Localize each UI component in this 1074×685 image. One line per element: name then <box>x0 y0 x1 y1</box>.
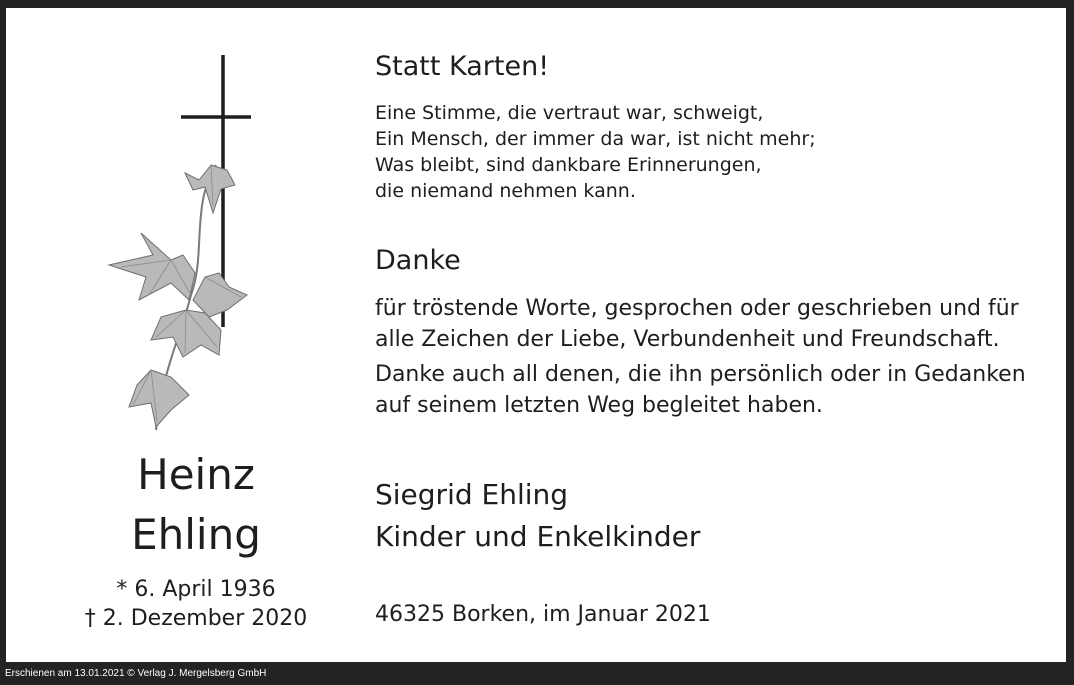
thanks-line: auf seinem letzten Weg begleitet haben. <box>375 393 823 418</box>
thanks-line: alle Zeichen der Liebe, Verbundenheit und Freundschaft. <box>375 327 1000 352</box>
thanks-title: Danke <box>375 245 461 276</box>
verse-line: Was bleibt, sind dankbare Erinnerungen, <box>375 154 762 176</box>
thanks-line: Danke auch all denen, die ihn persönlich oder in Gedanken <box>375 362 1026 387</box>
publication-footer: Erschienen am 13.01.2021 © Verlag J. Mergelsberg GmbH <box>5 668 267 679</box>
obituary-card <box>6 8 1066 662</box>
deceased-last-name: Ehling <box>131 510 261 559</box>
thanks-line: für tröstende Worte, gesprochen oder geschrieben und für <box>375 296 1019 321</box>
birth-date: * 6. April 1936 <box>116 577 276 602</box>
heading-statt-karten: Statt Karten! <box>375 51 550 82</box>
death-date: † 2. Dezember 2020 <box>84 606 308 631</box>
cross-with-ivy-icon <box>101 55 251 435</box>
thanks-paragraph-2 <box>375 359 1026 421</box>
place-date: 46325 Borken, im Januar 2021 <box>375 602 711 627</box>
verse-line: die niemand nehmen kann. <box>375 180 636 202</box>
verse-line: Ein Mensch, der immer da war, ist nicht mehr; <box>375 128 816 150</box>
verse-block <box>375 100 816 204</box>
signatories <box>375 474 700 558</box>
thanks-paragraph-1 <box>375 293 1019 355</box>
verse-line: Eine Stimme, die vertraut war, schweigt, <box>375 102 764 124</box>
signatory-name: Siegrid Ehling <box>375 478 569 511</box>
deceased-first-name: Heinz <box>137 450 255 499</box>
signatory-family: Kinder und Enkelkinder <box>375 520 701 553</box>
